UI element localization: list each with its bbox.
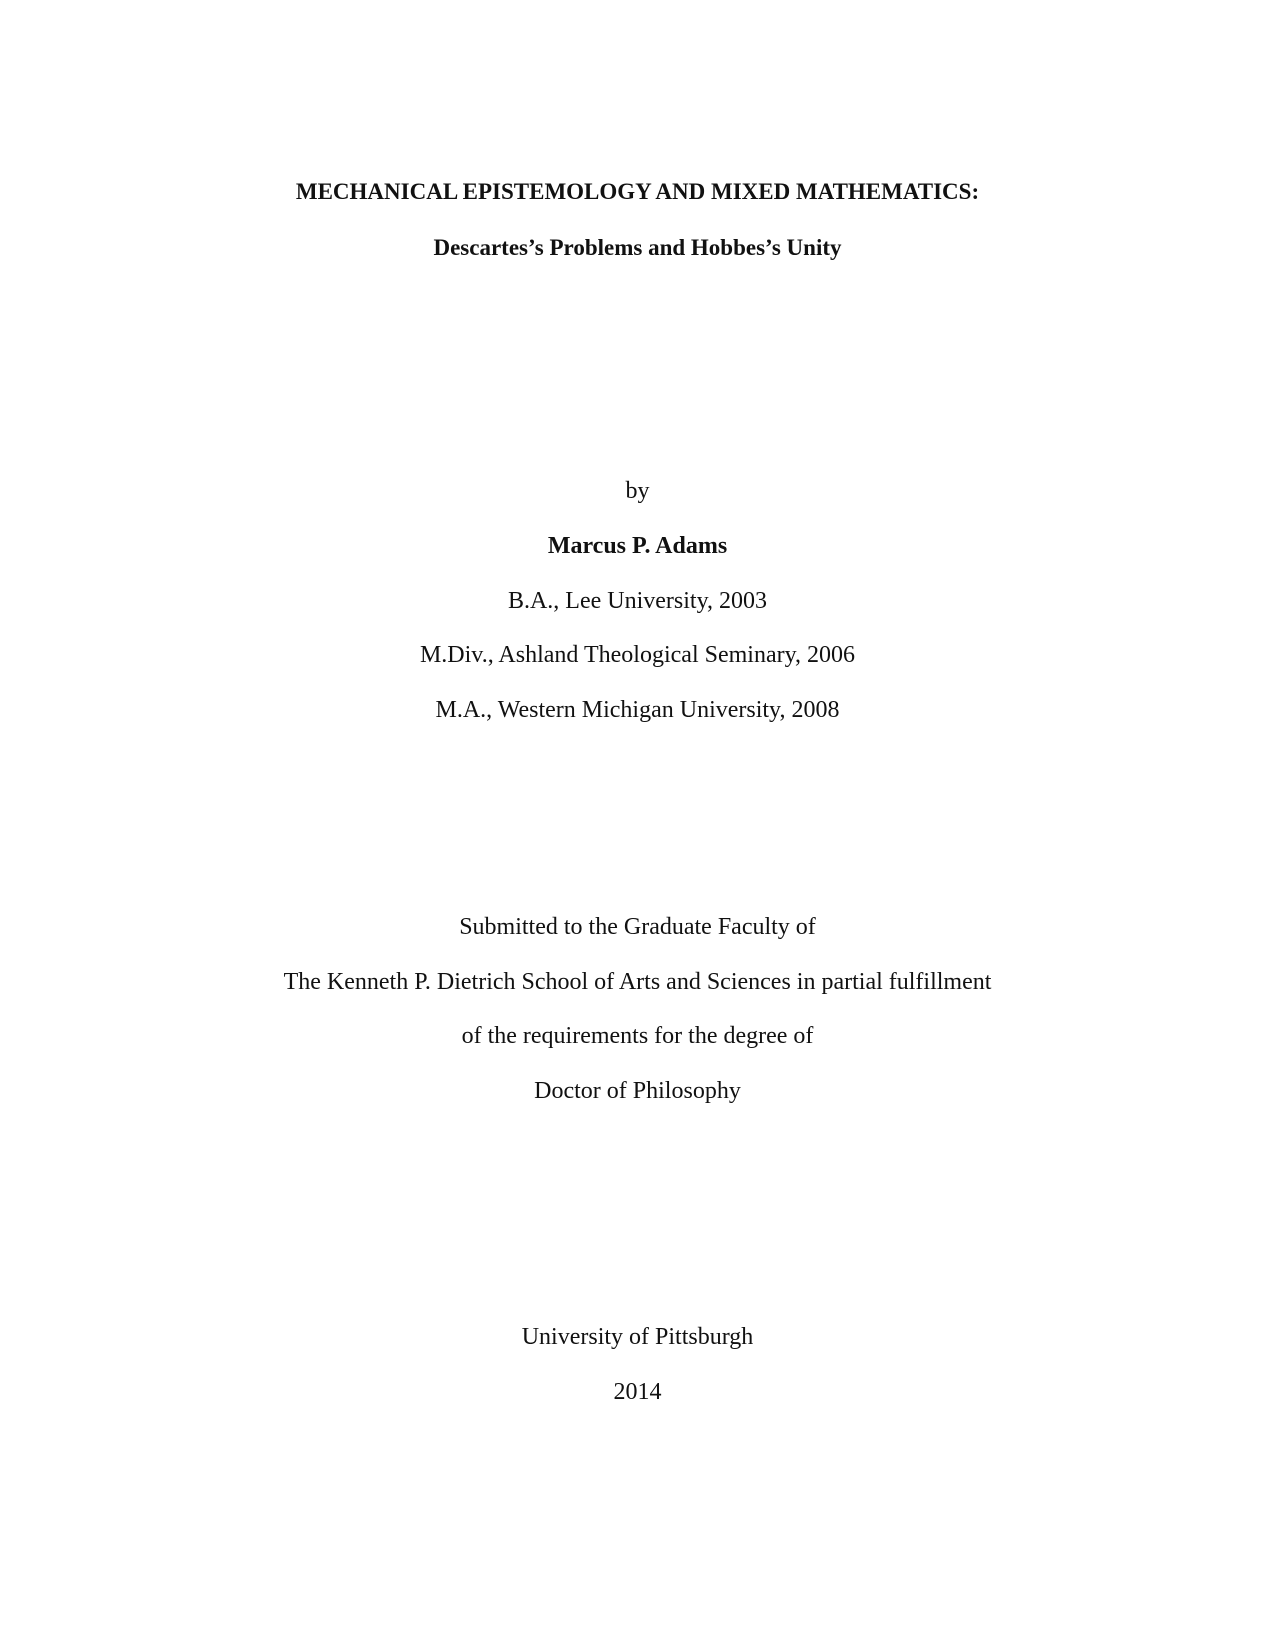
degree-mdiv: M.Div., Ashland Theological Seminary, 2006 [419, 642, 856, 668]
thesis-title: MECHANICAL EPISTEMOLOGY AND MIXED MATHEMATICS: [295, 179, 980, 204]
submission-line-2: The Kenneth P. Dietrich School of Arts and Sciences in partial fulfillment [283, 969, 992, 995]
degree-ma: M.A., Western Michigan University, 2008 [435, 697, 840, 723]
author-name: Marcus P. Adams [547, 533, 728, 559]
thesis-subtitle: Descartes’s Problems and Hobbes’s Unity [433, 235, 842, 260]
degree-name: Doctor of Philosophy [534, 1078, 741, 1104]
submission-line-1: Submitted to the Graduate Faculty of [459, 914, 816, 940]
submission-line-3: of the requirements for the degree of [461, 1023, 814, 1049]
degree-ba: B.A., Lee University, 2003 [507, 588, 768, 614]
institution-name: University of Pittsburgh [521, 1324, 754, 1350]
submission-year: 2014 [613, 1379, 662, 1405]
by-label: by [625, 478, 650, 504]
